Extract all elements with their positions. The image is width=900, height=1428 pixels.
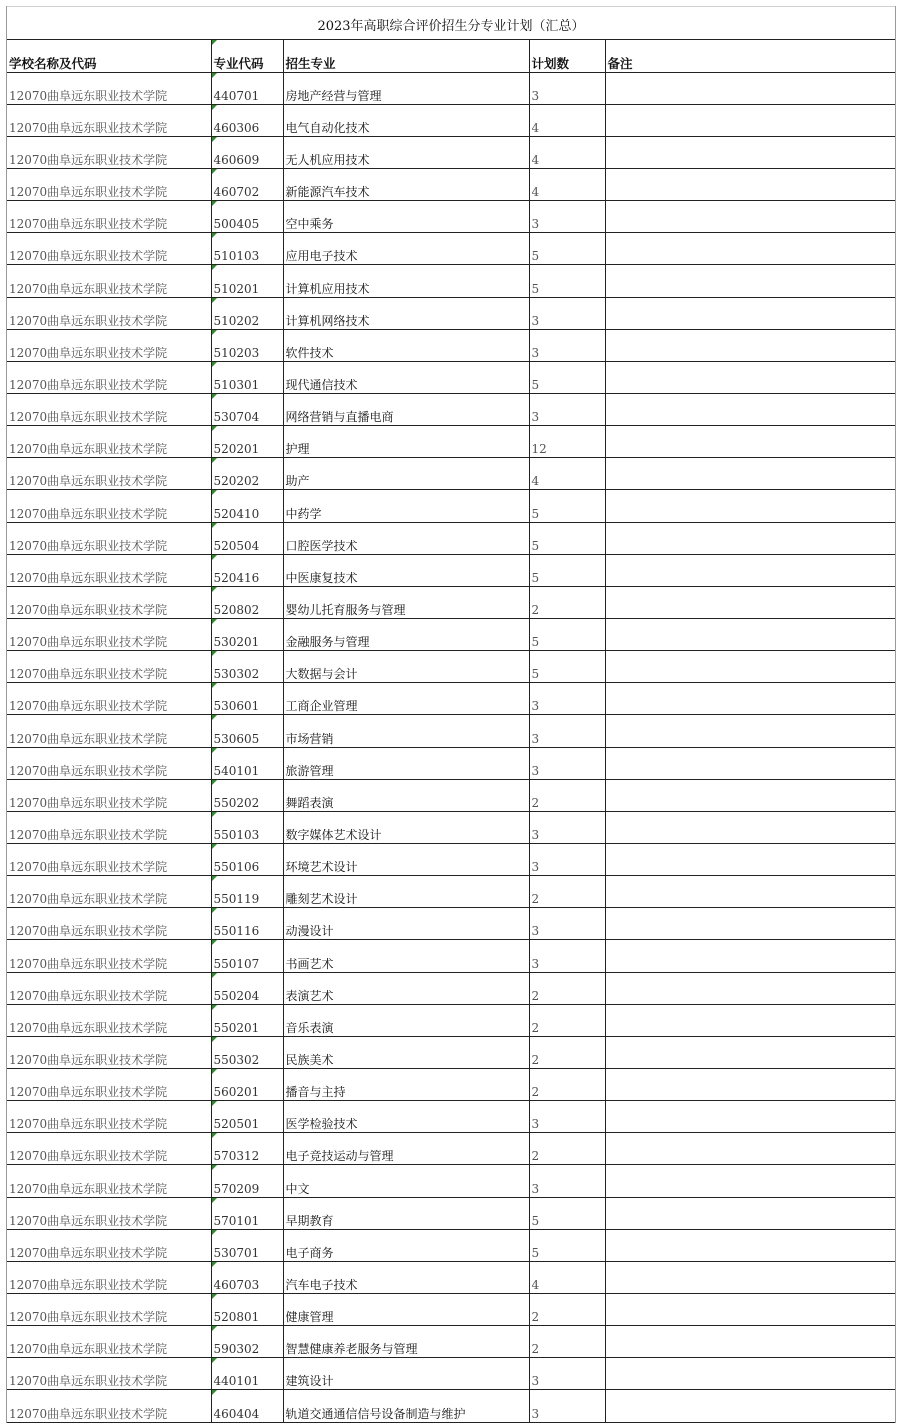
- table-row: [7, 265, 895, 297]
- school-cell: 12070曲阜远东职业技术学院: [7, 1069, 211, 1101]
- major-code-cell: 460404: [211, 1390, 283, 1422]
- school-cell: 12070曲阜远东职业技术学院: [7, 1004, 211, 1036]
- table-row: [7, 1358, 895, 1390]
- header-row: [7, 40, 895, 72]
- header-plan-count: 计划数: [529, 40, 605, 72]
- major-code-cell: 520410: [211, 490, 283, 522]
- major-code-cell: 550204: [211, 972, 283, 1004]
- sheet-title: 2023年高职综合评价招生分专业计划（汇总）: [7, 6, 895, 40]
- table-row: [7, 683, 895, 715]
- major-cell: 中药学: [283, 490, 529, 522]
- plan-count-cell: 3: [529, 1101, 605, 1133]
- plan-count-cell: 3: [529, 72, 605, 104]
- major-cell: 助产: [283, 458, 529, 490]
- remarks-cell: [605, 683, 895, 715]
- plan-count-cell: 3: [529, 683, 605, 715]
- school-cell: 12070曲阜远东职业技术学院: [7, 1197, 211, 1229]
- remarks-cell: [605, 811, 895, 843]
- table-row: [7, 844, 895, 876]
- table-row: [7, 1229, 895, 1261]
- major-code-cell: 530704: [211, 394, 283, 426]
- school-cell: 12070曲阜远东职业技术学院: [7, 972, 211, 1004]
- major-cell: 音乐表演: [283, 1004, 529, 1036]
- table-row: [7, 201, 895, 233]
- major-code-cell: 530605: [211, 715, 283, 747]
- table-row: [7, 1293, 895, 1325]
- school-cell: 12070曲阜远东职业技术学院: [7, 747, 211, 779]
- major-cell: 数字媒体艺术设计: [283, 811, 529, 843]
- remarks-cell: [605, 136, 895, 168]
- plan-count-cell: 2: [529, 972, 605, 1004]
- table-row: [7, 361, 895, 393]
- table-row: [7, 136, 895, 168]
- remarks-cell: [605, 169, 895, 201]
- major-cell: 民族美术: [283, 1036, 529, 1068]
- header-major: 招生专业: [283, 40, 529, 72]
- major-code-cell: 550202: [211, 779, 283, 811]
- plan-count-cell: 4: [529, 104, 605, 136]
- school-cell: 12070曲阜远东职业技术学院: [7, 522, 211, 554]
- table-row: [7, 779, 895, 811]
- major-code-cell: 460306: [211, 104, 283, 136]
- table-row: [7, 1390, 895, 1422]
- table-row: [7, 1004, 895, 1036]
- major-cell: 市场营销: [283, 715, 529, 747]
- plan-count-cell: 3: [529, 297, 605, 329]
- school-cell: 12070曲阜远东职业技术学院: [7, 779, 211, 811]
- major-cell: 软件技术: [283, 329, 529, 361]
- remarks-cell: [605, 908, 895, 940]
- major-code-cell: 550201: [211, 1004, 283, 1036]
- enrollment-plan-table: [7, 40, 895, 1423]
- major-cell: 早期教育: [283, 1197, 529, 1229]
- plan-count-cell: 2: [529, 779, 605, 811]
- table-row: [7, 715, 895, 747]
- table-row: [7, 522, 895, 554]
- plan-count-cell: 3: [529, 1358, 605, 1390]
- school-cell: 12070曲阜远东职业技术学院: [7, 361, 211, 393]
- plan-count-cell: 12: [529, 426, 605, 458]
- plan-count-cell: 2: [529, 1036, 605, 1068]
- remarks-cell: [605, 554, 895, 586]
- remarks-cell: [605, 1165, 895, 1197]
- school-cell: 12070曲阜远东职业技术学院: [7, 1293, 211, 1325]
- plan-count-cell: 2: [529, 586, 605, 618]
- major-code-cell: 520504: [211, 522, 283, 554]
- major-code-cell: 530601: [211, 683, 283, 715]
- remarks-cell: [605, 1326, 895, 1358]
- table-row: [7, 651, 895, 683]
- major-cell: 金融服务与管理: [283, 619, 529, 651]
- plan-count-cell: 3: [529, 1165, 605, 1197]
- remarks-cell: [605, 586, 895, 618]
- school-cell: 12070曲阜远东职业技术学院: [7, 72, 211, 104]
- major-cell: 中医康复技术: [283, 554, 529, 586]
- table-row: [7, 1261, 895, 1293]
- major-cell: 电气自动化技术: [283, 104, 529, 136]
- plan-count-cell: 5: [529, 554, 605, 586]
- major-code-cell: 540101: [211, 747, 283, 779]
- major-cell: 电子商务: [283, 1229, 529, 1261]
- major-cell: 雕刻艺术设计: [283, 876, 529, 908]
- plan-count-cell: 5: [529, 651, 605, 683]
- major-code-cell: 530701: [211, 1229, 283, 1261]
- header-school: 学校名称及代码: [7, 40, 211, 72]
- remarks-cell: [605, 490, 895, 522]
- remarks-cell: [605, 1261, 895, 1293]
- major-cell: 计算机网络技术: [283, 297, 529, 329]
- major-code-cell: 510201: [211, 265, 283, 297]
- major-cell: 计算机应用技术: [283, 265, 529, 297]
- major-code-cell: 460609: [211, 136, 283, 168]
- major-cell: 无人机应用技术: [283, 136, 529, 168]
- plan-count-cell: 2: [529, 876, 605, 908]
- major-cell: 动漫设计: [283, 908, 529, 940]
- remarks-cell: [605, 329, 895, 361]
- major-code-cell: 460703: [211, 1261, 283, 1293]
- school-cell: 12070曲阜远东职业技术学院: [7, 1165, 211, 1197]
- major-cell: 舞蹈表演: [283, 779, 529, 811]
- school-cell: 12070曲阜远东职业技术学院: [7, 458, 211, 490]
- plan-count-cell: 5: [529, 233, 605, 265]
- table-row: [7, 619, 895, 651]
- remarks-cell: [605, 1069, 895, 1101]
- plan-count-cell: 2: [529, 1133, 605, 1165]
- remarks-cell: [605, 1358, 895, 1390]
- major-cell: 旅游管理: [283, 747, 529, 779]
- remarks-cell: [605, 1101, 895, 1133]
- remarks-cell: [605, 876, 895, 908]
- major-cell: 中文: [283, 1165, 529, 1197]
- remarks-cell: [605, 1133, 895, 1165]
- plan-count-cell: 4: [529, 136, 605, 168]
- remarks-cell: [605, 779, 895, 811]
- school-cell: 12070曲阜远东职业技术学院: [7, 1358, 211, 1390]
- school-cell: 12070曲阜远东职业技术学院: [7, 426, 211, 458]
- school-cell: 12070曲阜远东职业技术学院: [7, 619, 211, 651]
- plan-count-cell: 5: [529, 619, 605, 651]
- major-cell: 医学检验技术: [283, 1101, 529, 1133]
- table-row: [7, 233, 895, 265]
- school-cell: 12070曲阜远东职业技术学院: [7, 811, 211, 843]
- table-row: [7, 554, 895, 586]
- remarks-cell: [605, 747, 895, 779]
- remarks-cell: [605, 651, 895, 683]
- school-cell: 12070曲阜远东职业技术学院: [7, 1390, 211, 1422]
- major-code-cell: 520202: [211, 458, 283, 490]
- major-code-cell: 550107: [211, 940, 283, 972]
- plan-count-cell: 3: [529, 715, 605, 747]
- major-cell: 网络营销与直播电商: [283, 394, 529, 426]
- plan-count-cell: 2: [529, 1069, 605, 1101]
- plan-count-cell: 3: [529, 201, 605, 233]
- table-row: [7, 329, 895, 361]
- table-row: [7, 394, 895, 426]
- plan-count-cell: 5: [529, 522, 605, 554]
- spreadsheet: [6, 6, 896, 1423]
- remarks-cell: [605, 72, 895, 104]
- school-cell: 12070曲阜远东职业技术学院: [7, 683, 211, 715]
- plan-count-cell: 5: [529, 490, 605, 522]
- table-row: [7, 972, 895, 1004]
- major-code-cell: 520501: [211, 1101, 283, 1133]
- school-cell: 12070曲阜远东职业技术学院: [7, 490, 211, 522]
- school-cell: 12070曲阜远东职业技术学院: [7, 715, 211, 747]
- plan-count-cell: 3: [529, 394, 605, 426]
- table-row: [7, 908, 895, 940]
- school-cell: 12070曲阜远东职业技术学院: [7, 908, 211, 940]
- major-code-cell: 500405: [211, 201, 283, 233]
- table-row: [7, 747, 895, 779]
- major-code-cell: 510103: [211, 233, 283, 265]
- plan-count-cell: 3: [529, 1390, 605, 1422]
- plan-count-cell: 2: [529, 1004, 605, 1036]
- school-cell: 12070曲阜远东职业技术学院: [7, 201, 211, 233]
- major-code-cell: 570101: [211, 1197, 283, 1229]
- remarks-cell: [605, 361, 895, 393]
- major-cell: 护理: [283, 426, 529, 458]
- major-code-cell: 520416: [211, 554, 283, 586]
- major-cell: 新能源汽车技术: [283, 169, 529, 201]
- school-cell: 12070曲阜远东职业技术学院: [7, 104, 211, 136]
- remarks-cell: [605, 522, 895, 554]
- major-cell: 婴幼儿托育服务与管理: [283, 586, 529, 618]
- table-row: [7, 169, 895, 201]
- major-cell: 空中乘务: [283, 201, 529, 233]
- major-cell: 电子竞技运动与管理: [283, 1133, 529, 1165]
- major-cell: 应用电子技术: [283, 233, 529, 265]
- plan-count-cell: 3: [529, 811, 605, 843]
- remarks-cell: [605, 844, 895, 876]
- table-body: [7, 72, 895, 1422]
- school-cell: 12070曲阜远东职业技术学院: [7, 329, 211, 361]
- major-code-cell: 440701: [211, 72, 283, 104]
- major-code-cell: 510202: [211, 297, 283, 329]
- major-code-cell: 550103: [211, 811, 283, 843]
- school-cell: 12070曲阜远东职业技术学院: [7, 297, 211, 329]
- major-code-cell: 550116: [211, 908, 283, 940]
- remarks-cell: [605, 619, 895, 651]
- remarks-cell: [605, 394, 895, 426]
- school-cell: 12070曲阜远东职业技术学院: [7, 394, 211, 426]
- school-cell: 12070曲阜远东职业技术学院: [7, 876, 211, 908]
- remarks-cell: [605, 1293, 895, 1325]
- table-row: [7, 876, 895, 908]
- remarks-cell: [605, 1229, 895, 1261]
- school-cell: 12070曲阜远东职业技术学院: [7, 1229, 211, 1261]
- school-cell: 12070曲阜远东职业技术学院: [7, 1036, 211, 1068]
- major-code-cell: 520201: [211, 426, 283, 458]
- major-code-cell: 550119: [211, 876, 283, 908]
- plan-count-cell: 5: [529, 361, 605, 393]
- major-code-cell: 590302: [211, 1326, 283, 1358]
- header-remarks: 备注: [605, 40, 895, 72]
- remarks-cell: [605, 1004, 895, 1036]
- table-row: [7, 1133, 895, 1165]
- plan-count-cell: 3: [529, 747, 605, 779]
- major-code-cell: 510301: [211, 361, 283, 393]
- school-cell: 12070曲阜远东职业技术学院: [7, 844, 211, 876]
- major-cell: 房地产经营与管理: [283, 72, 529, 104]
- remarks-cell: [605, 940, 895, 972]
- school-cell: 12070曲阜远东职业技术学院: [7, 1261, 211, 1293]
- header-major-code: 专业代码: [211, 40, 283, 72]
- school-cell: 12070曲阜远东职业技术学院: [7, 1101, 211, 1133]
- table-row: [7, 1036, 895, 1068]
- major-code-cell: 530201: [211, 619, 283, 651]
- major-cell: 表演艺术: [283, 972, 529, 1004]
- school-cell: 12070曲阜远东职业技术学院: [7, 265, 211, 297]
- major-code-cell: 530302: [211, 651, 283, 683]
- major-cell: 健康管理: [283, 1293, 529, 1325]
- school-cell: 12070曲阜远东职业技术学院: [7, 586, 211, 618]
- table-row: [7, 426, 895, 458]
- school-cell: 12070曲阜远东职业技术学院: [7, 1326, 211, 1358]
- table-row: [7, 1197, 895, 1229]
- major-cell: 播音与主持: [283, 1069, 529, 1101]
- table-row: [7, 104, 895, 136]
- school-cell: 12070曲阜远东职业技术学院: [7, 233, 211, 265]
- major-cell: 现代通信技术: [283, 361, 529, 393]
- plan-count-cell: 3: [529, 329, 605, 361]
- major-code-cell: 440101: [211, 1358, 283, 1390]
- table-row: [7, 297, 895, 329]
- school-cell: 12070曲阜远东职业技术学院: [7, 1133, 211, 1165]
- major-cell: 书画艺术: [283, 940, 529, 972]
- remarks-cell: [605, 297, 895, 329]
- major-cell: 口腔医学技术: [283, 522, 529, 554]
- major-code-cell: 570209: [211, 1165, 283, 1197]
- remarks-cell: [605, 972, 895, 1004]
- major-code-cell: 550302: [211, 1036, 283, 1068]
- table-row: [7, 1101, 895, 1133]
- table-row: [7, 490, 895, 522]
- school-cell: 12070曲阜远东职业技术学院: [7, 554, 211, 586]
- remarks-cell: [605, 1036, 895, 1068]
- remarks-cell: [605, 265, 895, 297]
- major-code-cell: 460702: [211, 169, 283, 201]
- remarks-cell: [605, 715, 895, 747]
- plan-count-cell: 5: [529, 265, 605, 297]
- major-code-cell: 510203: [211, 329, 283, 361]
- plan-count-cell: 2: [529, 1326, 605, 1358]
- remarks-cell: [605, 233, 895, 265]
- table-row: [7, 811, 895, 843]
- school-cell: 12070曲阜远东职业技术学院: [7, 940, 211, 972]
- table-row: [7, 940, 895, 972]
- major-cell: 环境艺术设计: [283, 844, 529, 876]
- major-cell: 智慧健康养老服务与管理: [283, 1326, 529, 1358]
- plan-count-cell: 3: [529, 908, 605, 940]
- table-row: [7, 458, 895, 490]
- remarks-cell: [605, 458, 895, 490]
- table-row: [7, 72, 895, 104]
- table-row: [7, 586, 895, 618]
- school-cell: 12070曲阜远东职业技术学院: [7, 651, 211, 683]
- remarks-cell: [605, 201, 895, 233]
- major-code-cell: 570312: [211, 1133, 283, 1165]
- plan-count-cell: 3: [529, 844, 605, 876]
- major-code-cell: 520801: [211, 1293, 283, 1325]
- table-row: [7, 1069, 895, 1101]
- major-cell: 轨道交通通信信号设备制造与维护: [283, 1390, 529, 1422]
- major-code-cell: 550106: [211, 844, 283, 876]
- school-cell: 12070曲阜远东职业技术学院: [7, 169, 211, 201]
- major-cell: 汽车电子技术: [283, 1261, 529, 1293]
- table-row: [7, 1165, 895, 1197]
- plan-count-cell: 4: [529, 458, 605, 490]
- major-cell: 工商企业管理: [283, 683, 529, 715]
- plan-count-cell: 4: [529, 169, 605, 201]
- major-cell: 建筑设计: [283, 1358, 529, 1390]
- plan-count-cell: 3: [529, 940, 605, 972]
- major-code-cell: 560201: [211, 1069, 283, 1101]
- table-row: [7, 1326, 895, 1358]
- remarks-cell: [605, 1390, 895, 1422]
- plan-count-cell: 2: [529, 1293, 605, 1325]
- remarks-cell: [605, 104, 895, 136]
- plan-count-cell: 5: [529, 1229, 605, 1261]
- remarks-cell: [605, 426, 895, 458]
- major-code-cell: 520802: [211, 586, 283, 618]
- plan-count-cell: 5: [529, 1197, 605, 1229]
- major-cell: 大数据与会计: [283, 651, 529, 683]
- school-cell: 12070曲阜远东职业技术学院: [7, 136, 211, 168]
- plan-count-cell: 4: [529, 1261, 605, 1293]
- remarks-cell: [605, 1197, 895, 1229]
